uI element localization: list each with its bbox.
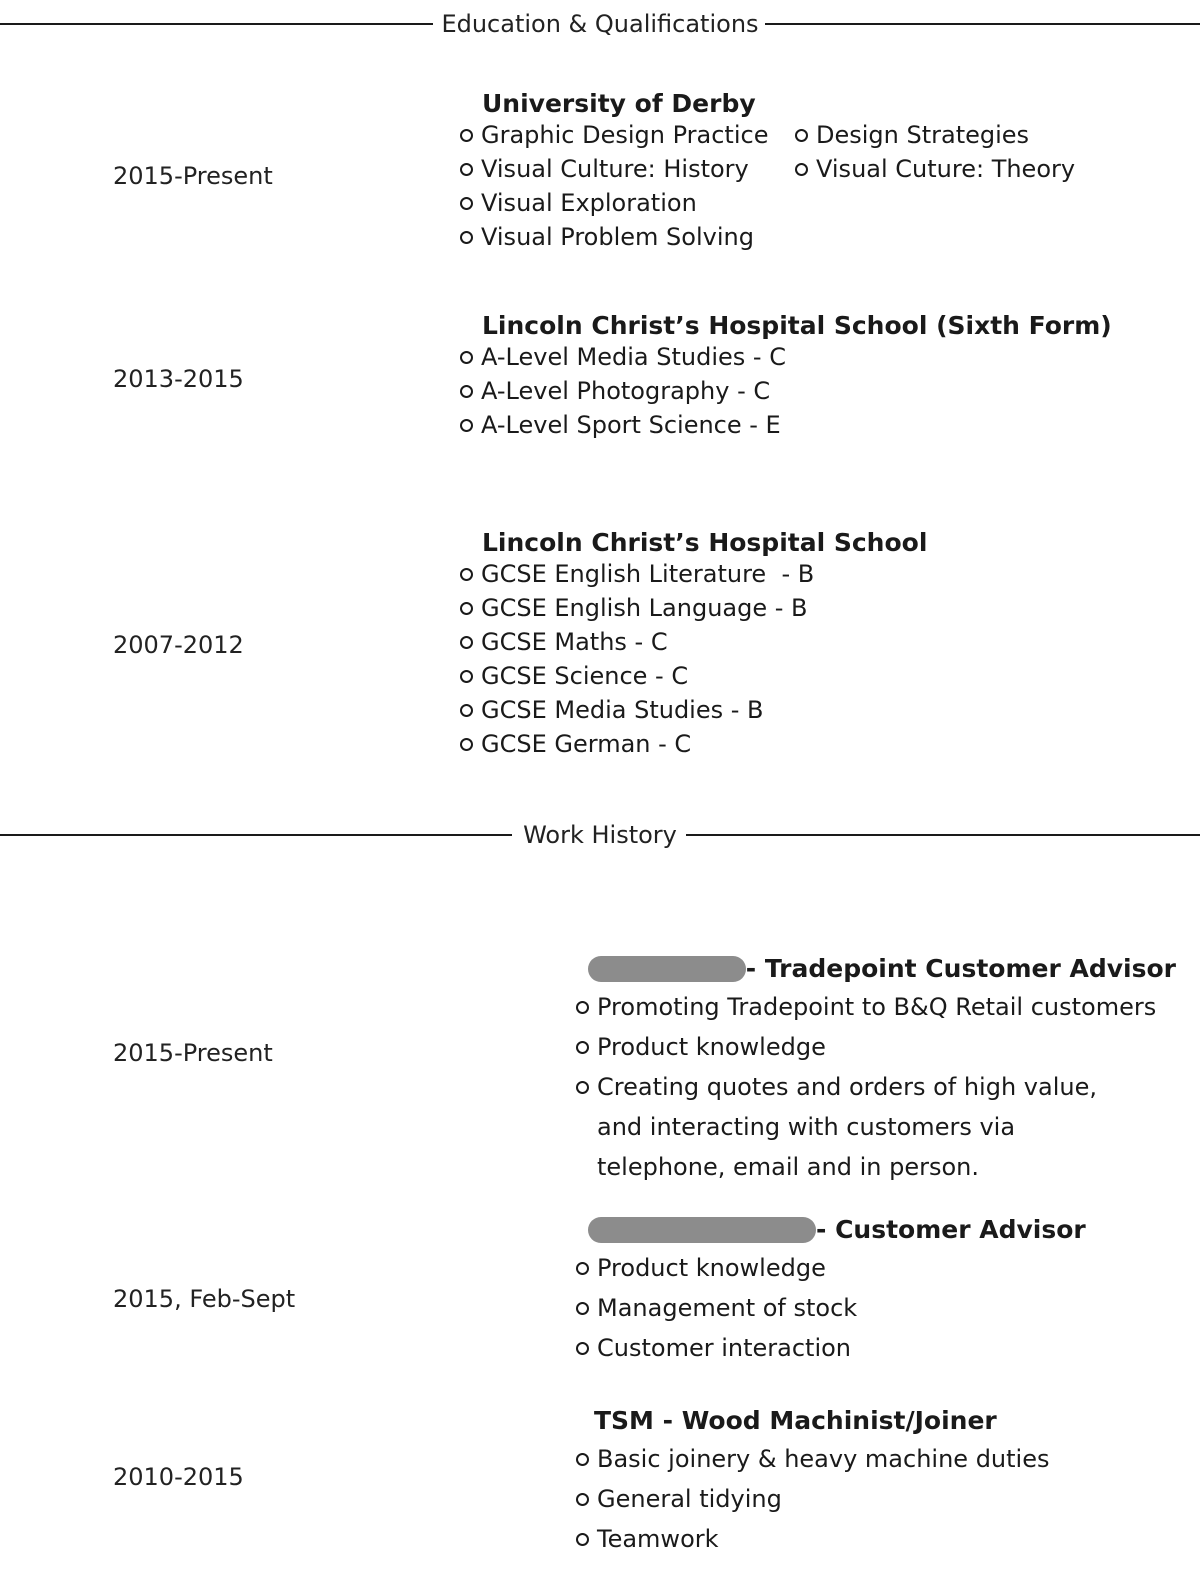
- education-entry: [460, 89, 1075, 254]
- module-list: [795, 118, 1075, 254]
- list-item: Visual Problem Solving: [460, 220, 795, 254]
- work-date: 2015, Feb-Sept: [113, 1285, 296, 1313]
- header-rule-right: [686, 834, 1200, 836]
- work-heading: Work History: [523, 821, 677, 849]
- circle-bullet-icon: [460, 385, 473, 398]
- module-columns: [460, 118, 1075, 254]
- circle-bullet-icon: [576, 1081, 589, 1094]
- list-item: A-Level Media Studies - C: [460, 340, 1112, 374]
- institution-name: Lincoln Christ’s Hospital School (Sixth Form): [482, 311, 1112, 340]
- list-item: GCSE Science - C: [460, 659, 927, 693]
- list-item: GCSE German - C: [460, 727, 927, 761]
- list-item: GCSE Maths - C: [460, 625, 927, 659]
- redacted-employer: [588, 956, 746, 982]
- list-item: Customer interaction: [576, 1328, 1176, 1368]
- list-item: Visual Exploration: [460, 186, 795, 220]
- list-item: Visual Culture: History: [460, 152, 795, 186]
- circle-bullet-icon: [460, 670, 473, 683]
- education-entry: [460, 528, 927, 761]
- circle-bullet-icon: [460, 419, 473, 432]
- duties-list: [576, 1248, 1176, 1368]
- work-section-header: [0, 815, 1200, 855]
- list-item: Product knowledge: [576, 1027, 1176, 1067]
- job-title: - Customer Advisor: [594, 1215, 1176, 1244]
- list-item: Product knowledge: [576, 1248, 1176, 1288]
- education-section-header: [0, 4, 1200, 44]
- list-item: GCSE English Literature - B: [460, 557, 927, 591]
- circle-bullet-icon: [460, 738, 473, 751]
- institution-name: Lincoln Christ’s Hospital School: [482, 528, 928, 557]
- header-rule-right: [765, 23, 1200, 25]
- list-item: Creating quotes and orders of high value, and interacting with customers via telephone, email and in person.: [576, 1067, 1146, 1187]
- circle-bullet-icon: [460, 602, 473, 615]
- circle-bullet-icon: [460, 163, 473, 176]
- circle-bullet-icon: [460, 568, 473, 581]
- duties-list: [576, 1439, 1176, 1559]
- circle-bullet-icon: [576, 1342, 589, 1355]
- circle-bullet-icon: [460, 129, 473, 142]
- institution-name: University of Derby: [482, 89, 756, 118]
- qualification-list: [460, 340, 1112, 442]
- job-title: - Tradepoint Customer Advisor: [594, 954, 1176, 983]
- education-date: 2013-2015: [113, 365, 244, 393]
- work-entry: [576, 954, 1176, 1187]
- circle-bullet-icon: [576, 1533, 589, 1546]
- circle-bullet-icon: [795, 163, 808, 176]
- duties-list: [576, 987, 1176, 1187]
- redacted-employer: [588, 1217, 816, 1243]
- list-item: Teamwork: [576, 1519, 1176, 1559]
- list-item: Basic joinery & heavy machine duties: [576, 1439, 1176, 1479]
- education-heading: Education & Qualifications: [441, 10, 759, 38]
- education-entry: [460, 311, 1112, 442]
- module-list: [460, 118, 795, 254]
- circle-bullet-icon: [460, 704, 473, 717]
- work-date: 2015-Present: [113, 1039, 273, 1067]
- education-date: 2015-Present: [113, 162, 273, 190]
- circle-bullet-icon: [576, 1453, 589, 1466]
- list-item: General tidying: [576, 1479, 1176, 1519]
- circle-bullet-icon: [576, 1041, 589, 1054]
- list-item: A-Level Sport Science - E: [460, 408, 1112, 442]
- circle-bullet-icon: [460, 231, 473, 244]
- list-item: Graphic Design Practice: [460, 118, 795, 152]
- education-date: 2007-2012: [113, 631, 244, 659]
- list-item: Design Strategies: [795, 118, 1075, 152]
- circle-bullet-icon: [576, 1493, 589, 1506]
- list-item: A-Level Photography - C: [460, 374, 1112, 408]
- work-date: 2010-2015: [113, 1463, 244, 1491]
- list-item: Management of stock: [576, 1288, 1176, 1328]
- list-item: GCSE English Language - B: [460, 591, 927, 625]
- qualification-list: [460, 557, 927, 761]
- circle-bullet-icon: [795, 129, 808, 142]
- work-entry: [576, 1406, 1176, 1559]
- list-item: Promoting Tradepoint to B&Q Retail customers: [576, 987, 1176, 1027]
- circle-bullet-icon: [460, 351, 473, 364]
- circle-bullet-icon: [576, 1302, 589, 1315]
- circle-bullet-icon: [576, 1001, 589, 1014]
- work-entry: [576, 1215, 1176, 1368]
- circle-bullet-icon: [460, 636, 473, 649]
- circle-bullet-icon: [460, 197, 473, 210]
- job-title: TSM - Wood Machinist/Joiner: [594, 1406, 997, 1435]
- list-item: GCSE Media Studies - B: [460, 693, 927, 727]
- circle-bullet-icon: [576, 1262, 589, 1275]
- list-item: Visual Cuture: Theory: [795, 152, 1075, 186]
